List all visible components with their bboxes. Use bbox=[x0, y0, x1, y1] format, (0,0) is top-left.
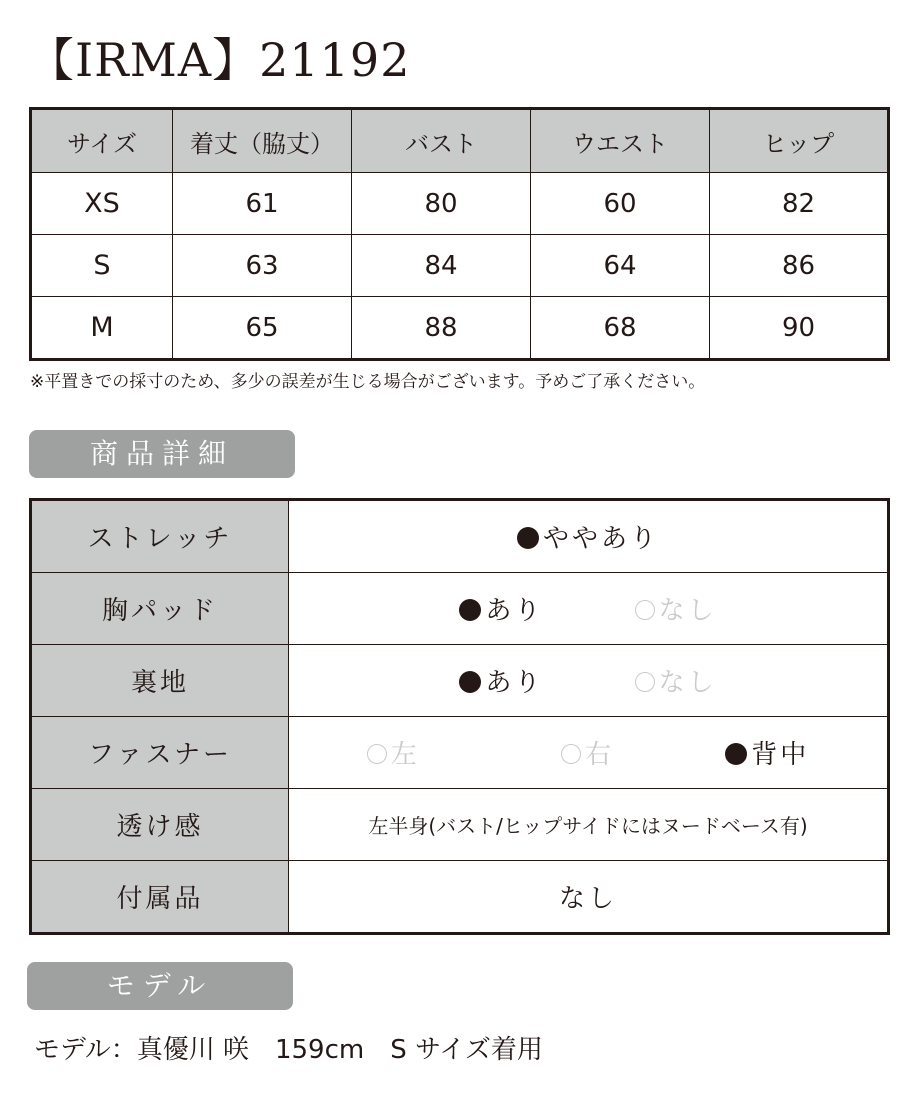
table-row bbox=[31, 235, 889, 297]
model-info: モデル：真優川 咲 159cm S サイズ着用 bbox=[34, 1035, 543, 1065]
cell-bust: 84 bbox=[352, 235, 531, 297]
lining-off-label: なし bbox=[658, 668, 717, 698]
detail-row-fastener bbox=[31, 717, 889, 789]
row-size: XS bbox=[31, 173, 173, 235]
sheer-label: 透け感 bbox=[31, 789, 289, 861]
accessory-label: 付属品 bbox=[31, 861, 289, 934]
table-row bbox=[31, 297, 889, 360]
header-size: サイズ bbox=[31, 109, 173, 173]
pad-off-label: なし bbox=[658, 596, 717, 626]
fastener-option-left bbox=[367, 734, 420, 771]
cell-length: 61 bbox=[173, 173, 352, 235]
pad-option-on bbox=[459, 590, 543, 627]
pad-on-label: あり bbox=[485, 596, 544, 626]
lining-option-on bbox=[459, 662, 543, 699]
cell-length: 63 bbox=[173, 235, 352, 297]
cell-waist: 68 bbox=[531, 297, 710, 360]
accessory-value: なし bbox=[289, 861, 889, 934]
fastener-value-cell bbox=[289, 717, 889, 789]
fastener-right-label: 右 bbox=[584, 740, 614, 770]
fastener-back-label: 背中 bbox=[751, 740, 810, 770]
row-size: S bbox=[31, 235, 173, 297]
cell-hip: 90 bbox=[710, 297, 889, 360]
header-hip: ヒップ bbox=[710, 109, 889, 173]
row-size: M bbox=[31, 297, 173, 360]
page-title: 【IRMA】21192 bbox=[28, 33, 411, 87]
size-table-header bbox=[31, 109, 889, 173]
stretch-option-selected bbox=[517, 518, 659, 555]
fastener-option-back bbox=[725, 734, 809, 771]
size-table bbox=[29, 107, 890, 361]
lining-on-label: あり bbox=[485, 668, 544, 698]
detail-row-accessory bbox=[31, 861, 889, 934]
cell-bust: 80 bbox=[352, 173, 531, 235]
filled-circle-icon bbox=[517, 527, 539, 549]
lining-value-cell bbox=[289, 645, 889, 717]
fastener-option-right bbox=[561, 734, 614, 771]
model-section-label: モデル bbox=[27, 962, 293, 1010]
stretch-value-cell bbox=[289, 500, 889, 573]
details-table bbox=[29, 498, 890, 935]
filled-circle-icon bbox=[459, 671, 481, 693]
cell-waist: 60 bbox=[531, 173, 710, 235]
empty-circle-icon bbox=[635, 600, 655, 620]
table-row bbox=[31, 173, 889, 235]
measurement-note: ※平置きでの採寸のため、多少の誤差が生じる場合がございます。予めご了承ください。 bbox=[30, 372, 706, 392]
detail-row-lining bbox=[31, 645, 889, 717]
empty-circle-icon bbox=[561, 744, 581, 764]
header-bust: バスト bbox=[352, 109, 531, 173]
pad-label: 胸パッド bbox=[31, 573, 289, 645]
lining-label: 裏地 bbox=[31, 645, 289, 717]
cell-hip: 82 bbox=[710, 173, 889, 235]
fastener-label: ファスナー bbox=[31, 717, 289, 789]
pad-option-off bbox=[635, 590, 717, 627]
detail-row-pad bbox=[31, 573, 889, 645]
lining-option-off bbox=[635, 662, 717, 699]
cell-waist: 64 bbox=[531, 235, 710, 297]
cell-length: 65 bbox=[173, 297, 352, 360]
detail-row-sheer bbox=[31, 789, 889, 861]
empty-circle-icon bbox=[367, 744, 387, 764]
stretch-label: ストレッチ bbox=[31, 500, 289, 573]
detail-row-stretch bbox=[31, 500, 889, 573]
filled-circle-icon bbox=[459, 599, 481, 621]
filled-circle-icon bbox=[725, 743, 747, 765]
cell-bust: 88 bbox=[352, 297, 531, 360]
sheer-value: 左半身(バスト/ヒップサイドにはヌードベース有) bbox=[289, 789, 889, 861]
cell-hip: 86 bbox=[710, 235, 889, 297]
pad-value-cell bbox=[289, 573, 889, 645]
stretch-value: ややあり bbox=[542, 524, 659, 554]
empty-circle-icon bbox=[635, 672, 655, 692]
details-section-label: 商品詳細 bbox=[29, 430, 295, 478]
header-waist: ウエスト bbox=[531, 109, 710, 173]
header-length: 着丈（脇丈） bbox=[173, 109, 352, 173]
fastener-left-label: 左 bbox=[390, 740, 420, 770]
